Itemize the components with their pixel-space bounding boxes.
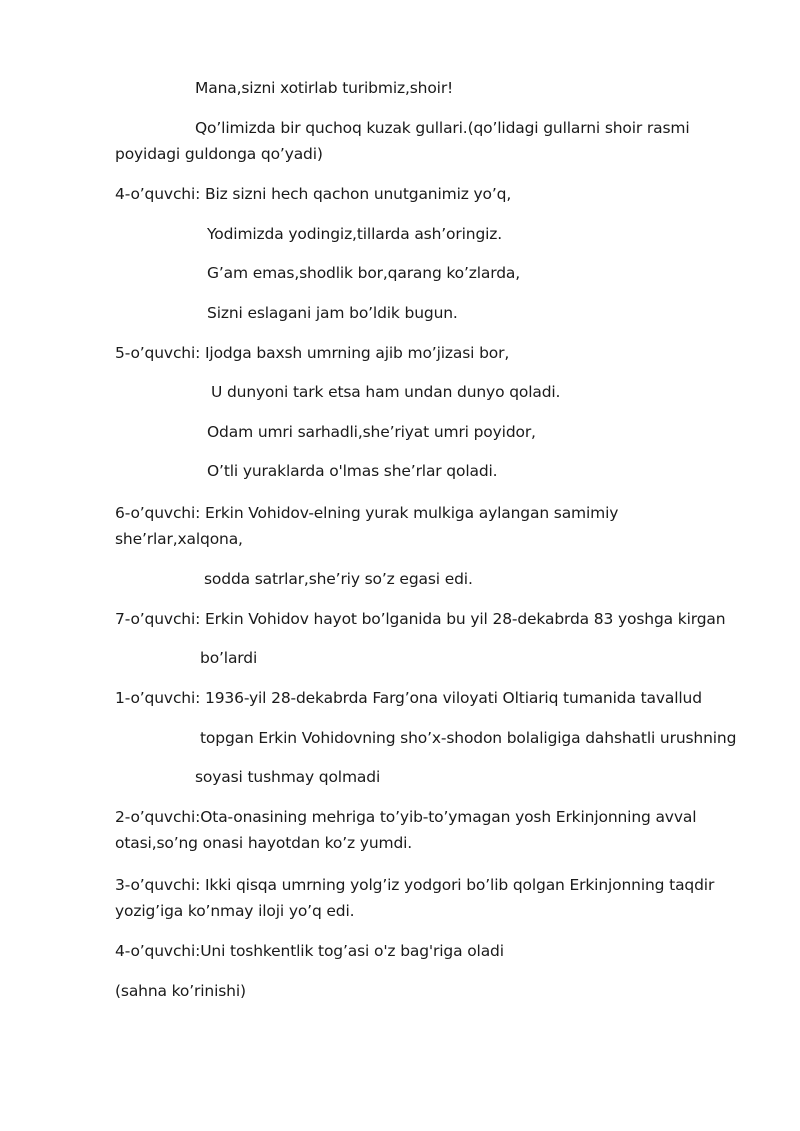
text-line: 1-o’quvchi: 1936-yil 28-dekabrda Farg’ona viloyati Oltiariq tumanida tavallud bbox=[115, 689, 702, 707]
text-line: topgan Erkin Vohidovning sho’x-shodon bolaligiga dahshatli urushning bbox=[200, 729, 737, 747]
text-line: U dunyoni tark etsa ham undan dunyo qoladi. bbox=[211, 383, 561, 401]
text-line: O’tli yuraklarda o'lmas she’rlar qoladi. bbox=[207, 462, 498, 480]
text-line: 5-o’quvchi: Ijodga baxsh umrning ajib mo’jizasi bor, bbox=[115, 344, 510, 362]
text-line: (sahna ko’rinishi) bbox=[115, 982, 246, 1000]
text-line: Yodimizda yodingiz,tillarda ash’oringiz. bbox=[207, 225, 503, 243]
text-paragraph: 3-o’quvchi: Ikki qisqa umrning yolg’iz yodgori bo’lib qolgan Erkinjonning taqdir yozig’iga ko’nmay iloji yo’q edi. bbox=[115, 876, 715, 920]
text-paragraph: 6-o’quvchi: Erkin Vohidov-elning yurak mulkiga aylangan samimiy she’rlar,xalqona, bbox=[115, 504, 619, 548]
text-line: 4-o’quvchi: Biz sizni hech qachon unutganimiz yo’q, bbox=[115, 185, 512, 203]
text-line: sodda satrlar,she’riy so’z egasi edi. bbox=[204, 570, 473, 588]
text-paragraph: Qo’limizda bir quchoq kuzak gullari.(qo’lidagi gullarni shoir rasmi poyidagi guldonga qo’yadi) bbox=[115, 119, 690, 163]
text-line: 7-o’quvchi: Erkin Vohidov hayot bo’lganida bu yil 28-dekabrda 83 yoshga kirgan bbox=[115, 610, 726, 628]
text-line: Odam umri sarhadli,she’riyat umri poyidor, bbox=[207, 423, 536, 441]
text-paragraph: 2-o’quvchi:Ota-onasining mehriga to’yib-to’ymagan yosh Erkinjonning avval otasi,so’ng onasi hayotdan ko’z yumdi. bbox=[115, 808, 697, 852]
text-line: bo’lardi bbox=[200, 649, 258, 667]
text-line: soyasi tushmay qolmadi bbox=[195, 768, 381, 786]
text-line: Sizni eslagani jam bo’ldik bugun. bbox=[207, 304, 458, 322]
text-line: Mana,sizni xotirlab turibmiz,shoir! bbox=[195, 79, 454, 97]
text-line: 4-o’quvchi:Uni toshkentlik tog’asi o'z bag'riga oladi bbox=[115, 942, 504, 960]
text-line: G’am emas,shodlik bor,qarang ko’zlarda, bbox=[207, 264, 521, 282]
